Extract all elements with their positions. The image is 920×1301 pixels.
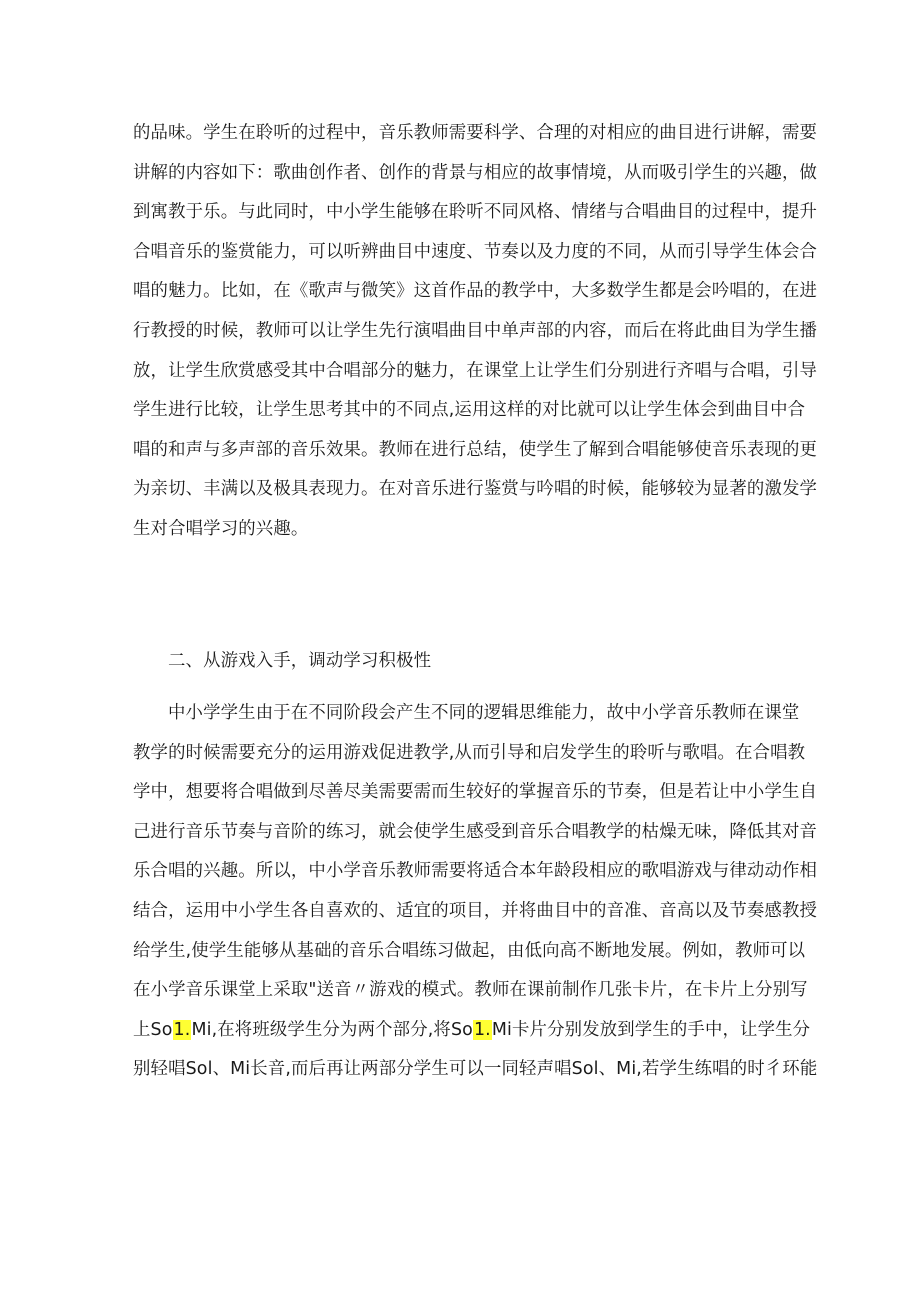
- section-heading: 二、从游戏入手，调动学习积极性: [168, 651, 432, 671]
- text-line-with-highlights: [133, 1011, 811, 1051]
- section-heading-block: [133, 642, 798, 682]
- paragraph-chorus-appreciation: [133, 114, 818, 550]
- text-line: 学中，想要将合唱做到尽善尽美需要需而生较好的掌握音乐的节奏，但是若让中小学生自: [133, 782, 818, 803]
- text-line: 讲解的内容如下：歌曲创作者、创作的背景与相应的故事情境，从而吸引学生的兴趣，做: [133, 162, 818, 183]
- text-line: 给学生,使学生能够从基础的音乐合唱练习做起，由低向高不断地发展。例如，教师可以: [133, 940, 806, 961]
- text-line: 放，让学生欣赏感受其中合唱部分的魅力，在课堂上让学生们分别进行齐唱与合唱，引导: [133, 360, 818, 381]
- text-line: 到寓教于乐。与此同时，中小学生能够在聆听不同风格、情绪与合唱曲目的过程中，提升: [133, 202, 818, 223]
- highlight-mark: 1.: [473, 1019, 491, 1040]
- text-line: 结合，运用中小学生各自喜欢的、适宜的项目，并将曲目中的音准、音高以及节奏感教授: [133, 900, 818, 921]
- text-line: 教学的时候需要充分的运用游戏促进教学,从而引导和启发学生的聆听与歌唱。在合唱教: [133, 742, 806, 763]
- text-segment: Mi,在将班级学生分为两个部分,将So: [191, 1019, 473, 1040]
- text-segment: 上So: [133, 1019, 173, 1040]
- highlight-mark: 1.: [173, 1019, 191, 1040]
- text-line: 合唱音乐的鉴赏能力，可以听辨曲目中速度、节奏以及力度的不同，从而引导学生体会合: [133, 241, 818, 262]
- text-segment: Mi卡片分别发放到学生的手中，让学生分: [491, 1019, 811, 1040]
- text-line: 中小学学生由于在不同阶段会产生不同的逻辑思维能力，故中小学音乐教师在课堂: [168, 703, 800, 723]
- text-line: 的品味。学生在聆听的过程中，音乐教师需要科学、合理的对相应的曲目进行讲解，需要: [133, 123, 818, 143]
- text-line: 学生进行比较，让学生思考其中的不同点,运用这样的对比就可以让学生体会到曲目中合: [133, 400, 806, 421]
- text-line: 别轻唱Sol、Mi长音,而后再让两部分学生可以一同轻声唱Sol、Mi,若学生练唱的时彳环能: [133, 1059, 818, 1080]
- text-line: 己进行音乐节奏与音阶的练习，就会使学生感受到音乐合唱教学的枯燥无味，降低其对音: [133, 821, 818, 842]
- text-line: 行教授的时候，教师可以让学生先行演唱曲目中单声部的内容，而后在将此曲目为学生播: [133, 320, 818, 341]
- text-line: 在小学音乐课堂上采取"送音〃游戏的模式。教师在课前制作几张卡片，在卡片上分别写: [133, 980, 808, 1001]
- text-line: 乐合唱的兴趣。所以，中小学音乐教师需要将适合本年龄段相应的歌唱游戏与律动动作相: [133, 861, 818, 882]
- text-line: 唱的和声与多声部的音乐效果。教师在进行总结，使学生了解到合唱能够使音乐表现的更: [133, 439, 818, 460]
- paragraph-games: [133, 694, 818, 1090]
- text-line: 唱的魅力。比如，在《歌声与微笑》这首作品的教学中，大多数学生都是会吟唱的，在进: [133, 281, 818, 302]
- text-line: 为亲切、丰满以及极具表现力。在对音乐进行鉴赏与吟唱的时候，能够较为显著的激发学: [133, 479, 818, 500]
- text-line: 生对合唱学习的兴趣。: [133, 518, 309, 539]
